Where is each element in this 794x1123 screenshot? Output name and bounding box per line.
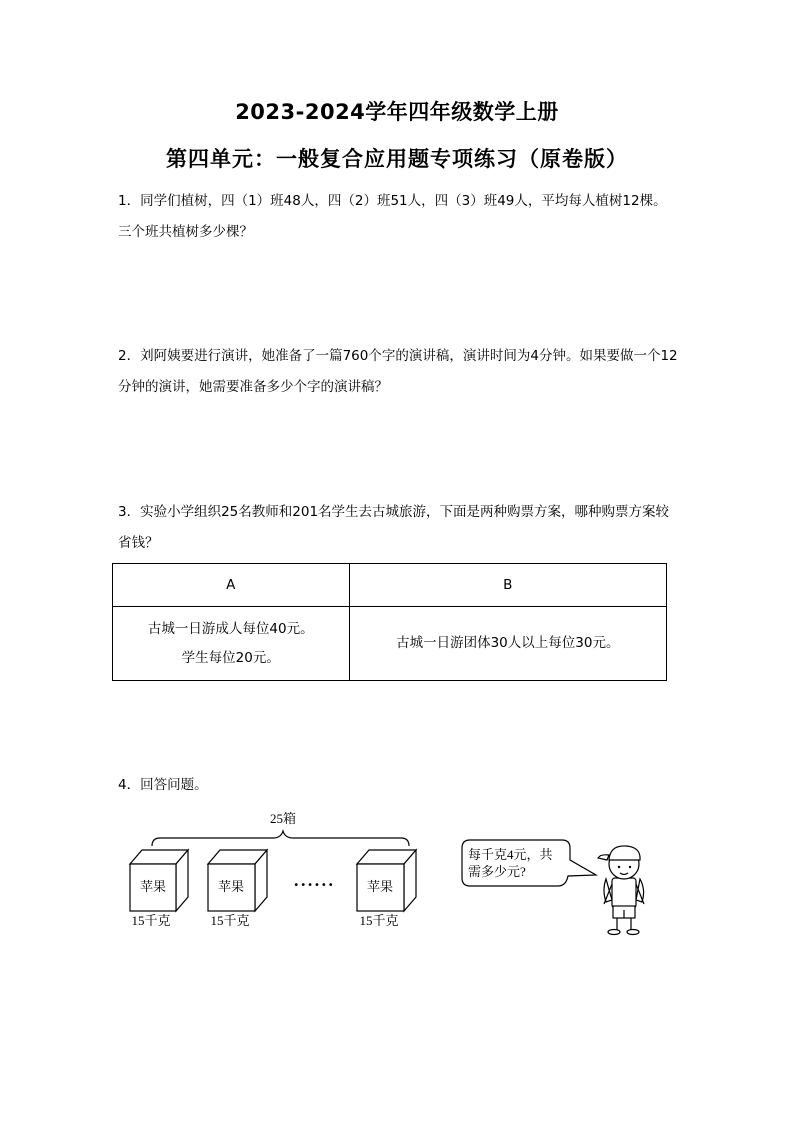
question-1: 1．同学们植树，四（1）班48人，四（2）班51人，四（3）班49人，平均每人植树12棵。三个班共植树多少棵？ (118, 193, 667, 240)
plan-a-line-2: 学生每位20元。 (181, 649, 280, 666)
ellipsis-dots: •••••• (293, 880, 335, 891)
apple-boxes-figure (0, 800, 794, 950)
box-label: 苹果 (217, 879, 245, 894)
question-3: 3．实验小学组织25名教师和201名学生去古城旅游，下面是两种购票方案，哪种购票方案较省钱？ (118, 504, 670, 551)
plan-a-line-1: 古城一日游成人每位40元。 (147, 620, 314, 637)
plan-b-cell (349, 607, 666, 681)
speech-bubble (462, 840, 596, 886)
plan-b-header: B (349, 564, 666, 607)
box-label: 苹果 (139, 879, 167, 894)
page-title: 2023-2024学年四年级数学上册 (235, 100, 559, 124)
box-label: 苹果 (366, 879, 394, 894)
question-2: 2．刘阿姨要进行演讲，她准备了一篇760个字的演讲稿，演讲时间为4分钟。如果要做一个12分钟的演讲，她需要准备多少个字的演讲稿？ (118, 348, 678, 395)
speech-line-1: 每千克4元，共 (468, 847, 553, 862)
apple-box-3 (357, 850, 416, 928)
plan-a-header: A (113, 564, 350, 607)
plan-b-line-1: 古城一日游团体30人以上每位30元。 (396, 635, 620, 651)
weight-label: 15千克 (131, 913, 171, 928)
apple-box-1 (130, 850, 188, 928)
speech-line-2: 需多少元? (468, 864, 526, 879)
ticket-plan-table (112, 563, 667, 681)
apple-box-2 (208, 850, 267, 928)
brace-label: 25箱 (269, 811, 297, 826)
plan-a-cell (113, 607, 350, 681)
question-4: 4．回答问题。 (118, 777, 208, 793)
weight-label: 15千克 (210, 913, 250, 928)
page-subtitle: 第四单元：一般复合应用题专项练习（原卷版） (166, 147, 628, 171)
boy-illustration (598, 846, 644, 935)
weight-label: 15千克 (359, 913, 399, 928)
brace (152, 831, 409, 846)
